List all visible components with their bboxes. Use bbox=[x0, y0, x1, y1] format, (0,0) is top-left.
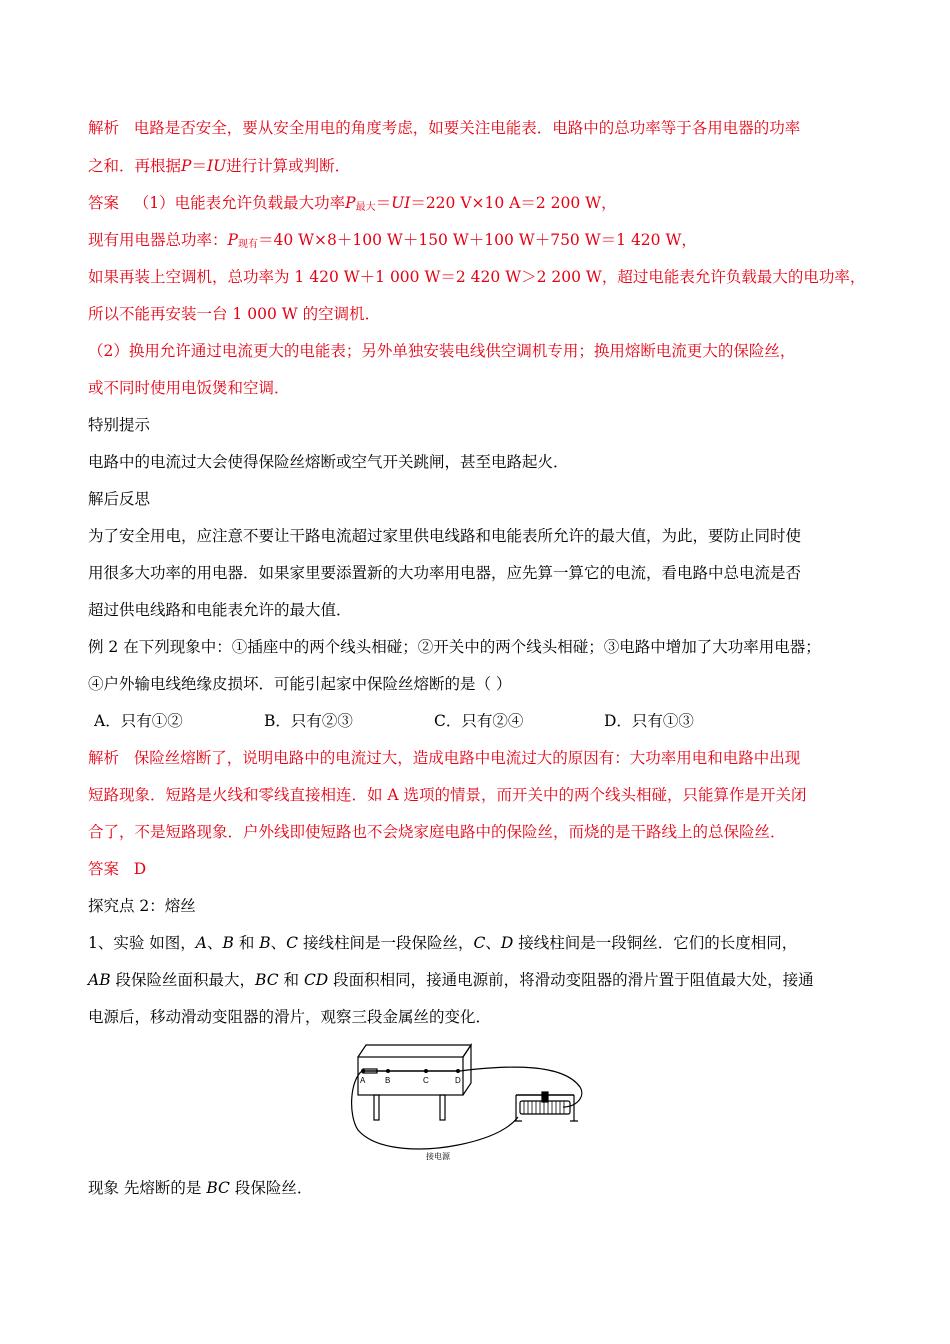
analysis-2-line-3: 合了，不是短路现象．户外线即使短路也不会烧家庭电路中的保险丝，而烧的是干路线上的总保险丝． bbox=[88, 823, 786, 841]
label-c: C bbox=[423, 1076, 429, 1085]
example-2-line-2: ④户外输电线绝缘皮损坏．可能引起家中保险丝熔断的是（ ） bbox=[88, 675, 512, 693]
analysis-1-line-2: 之和．再根据P＝IU进行计算或判断． bbox=[88, 157, 351, 175]
answer-1-line-5: （2）换用允许通过电流更大的电能表；另外单独安装电线供空调机专用；换用熔断电流更大的保险丝， bbox=[88, 342, 796, 360]
tip-text: 电路中的电流过大会使得保险丝熔断或空气开关跳闸，甚至电路起火． bbox=[88, 453, 569, 471]
terminal-d bbox=[456, 1069, 460, 1073]
experiment-line-2: AB 段保险丝面积最大，BC 和 CD 段面积相同，接通电源前，将滑动变阻器的滑片置于阻值最大处，接通 bbox=[88, 971, 814, 989]
option-d: D．只有①③ bbox=[604, 712, 694, 730]
reflection-line-3: 超过供电线路和电能表允许的最大值． bbox=[88, 601, 352, 619]
option-b: B．只有②③ bbox=[264, 712, 353, 730]
analysis-label: 解析 bbox=[88, 749, 120, 767]
label-b: B bbox=[385, 1076, 391, 1085]
analysis-1-line-1: 解析 电路是否安全，要从安全用电的角度考虑，如要关注电能表．电路中的总功率等于各用电器的功率 bbox=[88, 119, 801, 137]
board-front bbox=[358, 1057, 463, 1095]
answer-1-line-6: 或不同时使用电饭煲和空调． bbox=[88, 379, 290, 397]
answer-label: 答案 bbox=[88, 194, 120, 212]
label-d: D bbox=[455, 1076, 461, 1085]
option-c: C．只有②④ bbox=[434, 712, 524, 730]
answer-label: 答案 bbox=[88, 860, 120, 878]
lead-wire-left bbox=[352, 1071, 458, 1149]
analysis-2-line-1: 解析 保险丝熔断了，说明电路中的电流过大，造成电路中电流过大的原因有：大功率用电和电路中出现 bbox=[88, 749, 801, 767]
analysis-label: 解析 bbox=[88, 119, 120, 137]
board-leg bbox=[374, 1095, 379, 1120]
figure-caption: 接电源 bbox=[426, 1152, 450, 1160]
answer-1-line-1: 答案 （1）电能表允许负载最大功率$P_{最大}=UI=220$ V×10 A＝2 200 W， bbox=[88, 194, 617, 213]
reflection-title: 解后反思 bbox=[88, 490, 151, 508]
rheostat-slider bbox=[542, 1092, 548, 1102]
analysis-2-line-2: 短路现象．短路是火线和零线直接相连．如 A 选项的情景，而开关中的两个线头相碰，只能算作是开关闭 bbox=[88, 786, 807, 804]
experiment-line-1: 1、实验 如图，A、B 和 B、C 接线柱间是一段保险丝，C、D 接线柱间是一段铜丝．它们的长度相同， bbox=[88, 934, 798, 952]
answer-1-line-2: 现有用电器总功率：$P_{现有}=40$ W×8＋100 W＋150 W＋100 W＋750 W＝1 420 W， bbox=[88, 231, 697, 250]
board-leg bbox=[440, 1095, 445, 1120]
option-a: A．只有①② bbox=[94, 712, 183, 730]
rheostat-coil bbox=[520, 1101, 570, 1114]
terminal-a bbox=[361, 1069, 365, 1073]
reflection-line-1: 为了安全用电，应注意不要让干路电流超过家里供电线路和电能表所允许的最大值，为此，要防止同时使 bbox=[88, 527, 802, 545]
answer-value: D bbox=[133, 860, 147, 878]
experiment-line-3: 电源后，移动滑动变阻器的滑片，观察三段金属丝的变化． bbox=[88, 1008, 492, 1026]
answer-1-line-4: 所以不能再安装一台 1 000 W 的空调机． bbox=[88, 305, 381, 323]
tip-title: 特别提示 bbox=[88, 416, 151, 434]
answer-2 bbox=[88, 859, 146, 879]
example-2-line-1: 例 2 在下列现象中：①插座中的两个线头相碰；②开关中的两个线头相碰；③电路中增加了大功率用电器； bbox=[88, 638, 821, 656]
terminal-b bbox=[386, 1069, 390, 1073]
lead-wire-bottom bbox=[458, 1117, 518, 1145]
experiment-figure bbox=[348, 1035, 598, 1160]
board-top bbox=[358, 1045, 471, 1057]
reflection-line-2: 用很多大功率的用电器．如果家里要添置新的大功率用电器，应先算一算它的电流，看电路中总电流是否 bbox=[88, 564, 802, 582]
explore-title: 探究点 2：熔丝 bbox=[88, 897, 196, 915]
answer-1-line-3: 如果再装上空调机，总功率为 1 420 W＋1 000 W＝2 420 W＞2 200 W，超过电能表允许负载最大的电功率， bbox=[88, 268, 866, 286]
phenomenon: 现象 先熔断的是 BC 段保险丝． bbox=[88, 1179, 313, 1197]
terminal-c bbox=[424, 1069, 428, 1073]
label-a: A bbox=[360, 1076, 366, 1085]
